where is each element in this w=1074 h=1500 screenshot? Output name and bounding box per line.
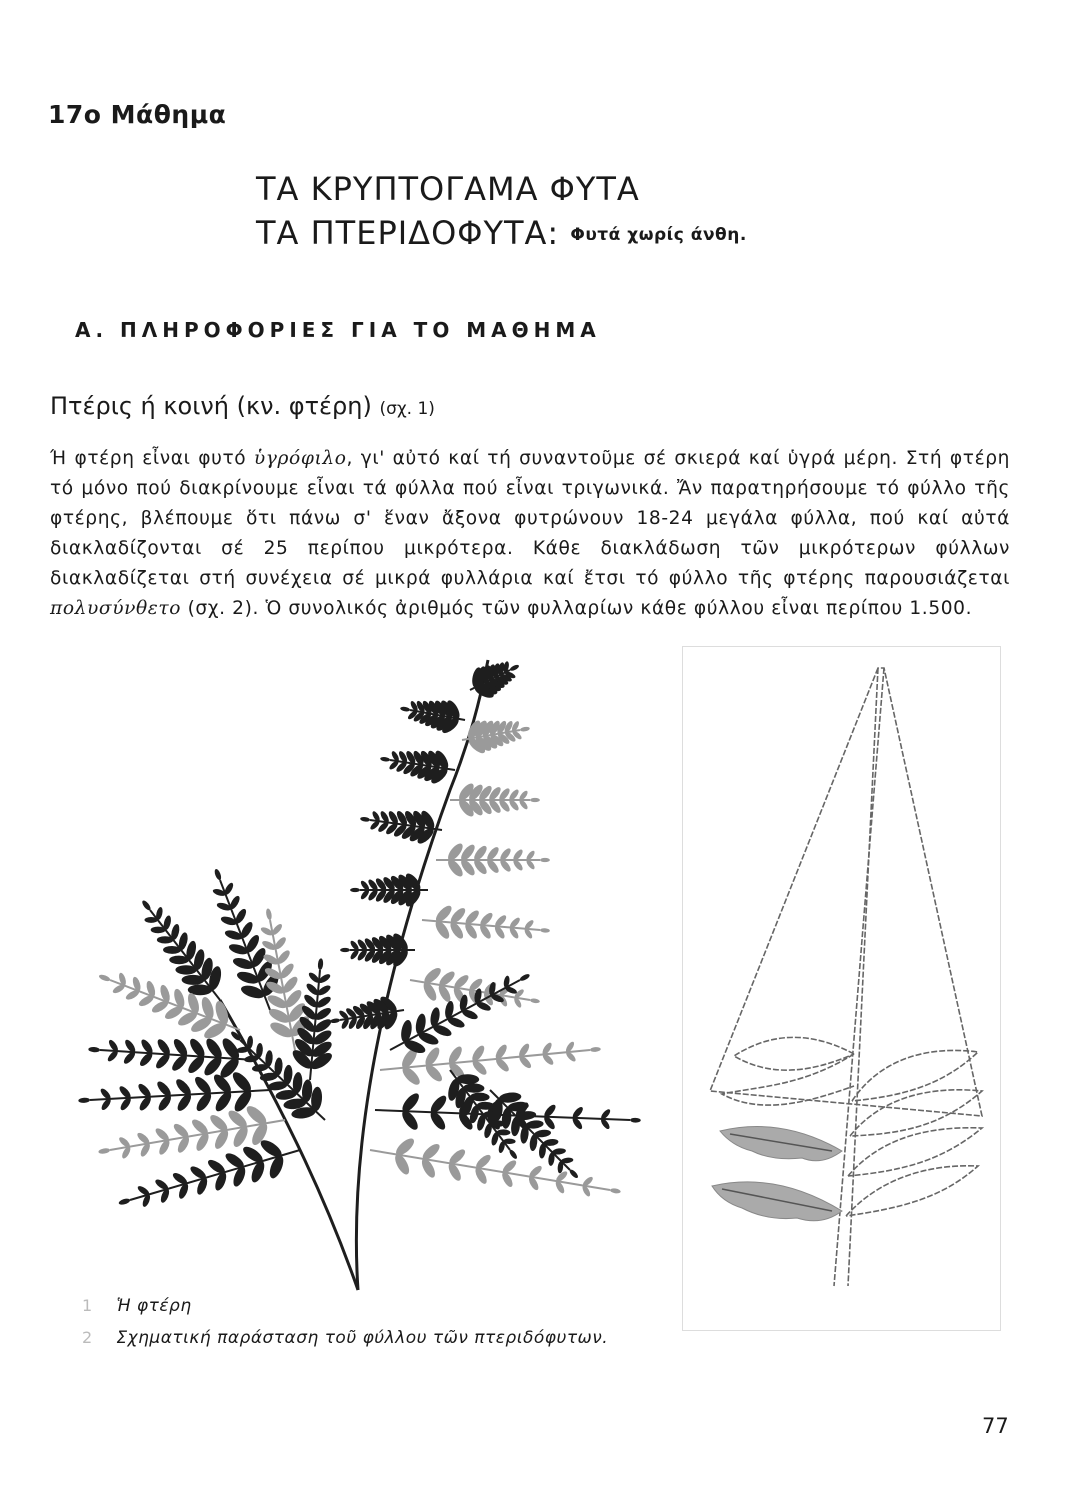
title-line-1: ΤΑ ΚΡΥΠΤΟΓΑΜΑ ΦΥΤΑ: [256, 170, 640, 208]
title-line-2: [256, 214, 747, 252]
plant-heading: [50, 392, 435, 420]
figure-1-number: 1: [82, 1296, 93, 1315]
fern-illustration: [70, 650, 670, 1330]
figure-2-caption-text: Σχηματική παράσταση τοῦ φύλλου τῶν πτεριδόφυτων.: [116, 1328, 609, 1348]
figure-1-caption-text: Ἡ φτέρη: [116, 1296, 192, 1316]
figure-1-caption: [82, 1296, 192, 1316]
body-paragraph: [50, 444, 1010, 624]
plant-heading-text: Πτέρις ή κοινή (κν. φτέρη): [50, 392, 372, 420]
paragraph-italic-1: ὑγρόφιλο: [253, 448, 347, 469]
paragraph-italic-2: πολυσύνθετο: [50, 598, 182, 619]
paragraph-text-1: Ή φτέρη εἶναι φυτό: [50, 448, 254, 469]
lesson-heading: 17ο Μάθημα: [48, 100, 227, 129]
section-heading: Α. ΠΛΗΡΟΦΟΡΙΕΣ ΓΙΑ ΤΟ ΜΑΘΗΜΑ: [75, 318, 601, 342]
plant-figure-ref: (σχ. 1): [379, 399, 435, 419]
figure-2-caption: [82, 1328, 608, 1348]
title-subtitle: Φυτά χωρίς άνθη.: [570, 225, 747, 245]
figure-2-number: 2: [82, 1328, 93, 1347]
paragraph-text-3: (σχ. 2). Ὁ συνολικός ἀριθμός τῶν φυλλαρίων κάθε φύλλου εἶναι περίπου 1.500.: [181, 598, 973, 619]
page-number: 77: [982, 1414, 1009, 1438]
title-line-2-main: ΤΑ ΠΤΕΡΙΔΟΦΥΤΑ:: [256, 214, 560, 252]
paragraph-text-2: , γι' αὐτό καί τή συναντοῦμε σέ σκιερά καί ὑγρά μέρη. Στή φτέρη τό μόνο πού διακρίνουμε εἶναι τά φύλλα πού εἶναι τριγωνικά. Ἄν παρατηρήσουμε τό φύλλο τῆς φτέρης, βλέπουμε ὅτι πάνω σ' ἕναν ἄξονα φυτρώνουν 18-24 μεγάλα φύλλα, πού καί αὐτά διακλαδίζονται σέ 25 περίπου μικρότερα. Κάθε διακλάδωση τῶν μικρότερων φύλλων διακλαδίζεται στή συνέχεια σέ μικρά φυλλάρια καί ἔτσι τό φύλλο τῆς φτέρης παρουσιάζεται: [50, 448, 1011, 589]
fern-leaf-schematic: [682, 646, 1004, 1334]
